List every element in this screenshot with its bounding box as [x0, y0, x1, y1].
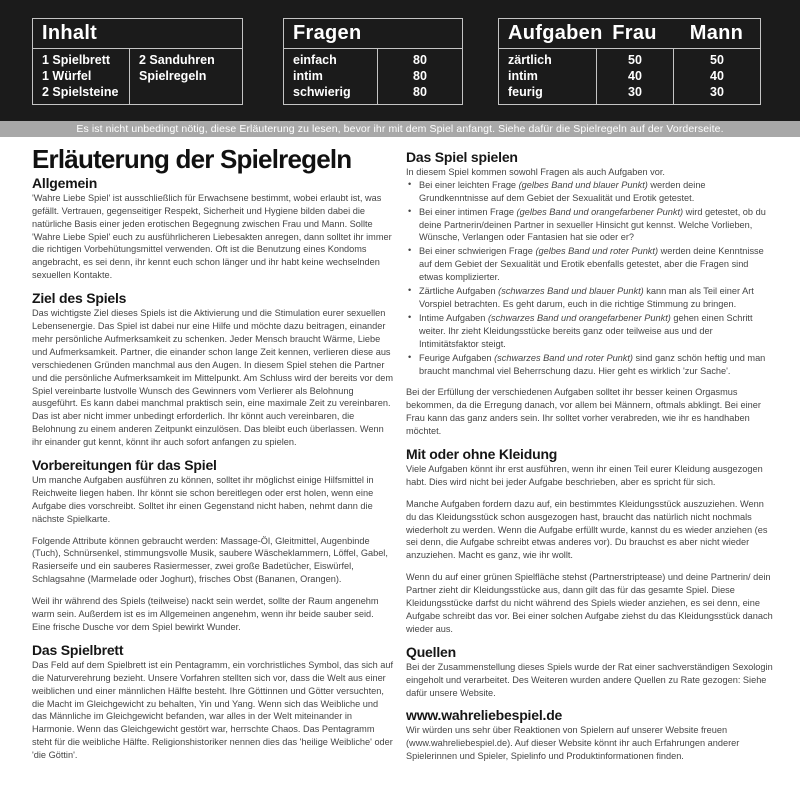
paragraph: Bei der Erfüllung der verschiedenen Aufgaben solltet ihr besser keinen Orgasmus bekommen, da die Erregung danach, vor allem bei Männern, oftmals abklingt. Bei einer Frau kann das ganz anders sein. Ihr solltet vorher verabreden, wie ihr es handhaben möchtet.: [406, 387, 761, 437]
fragen-label: einfach: [293, 53, 337, 67]
paragraph: Das Feld auf dem Spielbrett ist ein Pentagramm, ein vorchristliches Symbol, das sich auf die Naturverehrung bezieht. Unsere Vorfahren stellten sich vor, dass die Welt aus einer weiblichen und einer männlichen Hälfte besteht. Ihre Göttinnen und Götter versuchten, die Macht im Gleichgewicht zu behalten, Yin und Yang. Wenn sich das Weibliche und das Männliche im Gleichgewicht befanden, war alles in der Welt miteinander in Harmonie. Wenn das Gleichgewicht gestört war, herrschte Chaos. Das Pentagramm steht für die weibliche Hälfte. Religionshistoriker nennen dies das 'heilige Weibliche' oder 'die Göttin'.: [32, 659, 394, 761]
bullet-item: [406, 179, 774, 205]
bullet-italic: (gelbes Band und blauer Punkt): [518, 179, 648, 190]
fragen-value: 80: [413, 69, 427, 83]
fragen-label: schwierig: [293, 85, 351, 99]
inhalt-title: Inhalt: [33, 19, 242, 49]
paragraph: Um manche Aufgaben ausführen zu können, solltet ihr möglichst einige Hilfsmittel in Reichweite liegen haben. Ihr könnt sie schon bereitlegen oder erst holen, wenn eine Aufgabe dies vorschreibt. Solltet ihr einen Gegenstand nicht haben, nehmt dann die nächste Spielkarte.: [32, 474, 374, 524]
inhalt-body: [33, 49, 242, 104]
bullet-text: sind ganz schön heftig und man braucht manchmal viel Beherrschung dazu. Hier geht es wirklich 'zur Sache'.: [419, 352, 766, 376]
section-heading-spielbrett: Das Spielbrett: [32, 641, 124, 658]
section-heading-ziel: Ziel des Spiels: [32, 290, 127, 307]
bullet-text: werden deine Grundkenntnisse auf dem Gebiet der Sexualität und Erotik getestet.: [419, 179, 706, 203]
bullet-text: Bei einer intimen Frage: [419, 206, 517, 217]
inhalt-item: 1 Würfel: [42, 69, 92, 83]
fragen-value: 80: [413, 53, 427, 67]
bullet-text: Zärtliche Aufgaben: [419, 286, 499, 297]
bullet-text: wird getestet, ob du deine Partnerin/deinen Partner in sexueller Hinsicht gut kennst. Welche Vorlieben, Wünsche, Verlangen oder Fantasien hat sie oder er?: [419, 206, 766, 243]
aufgaben-col-frau: Frau: [612, 22, 657, 44]
fragen-title: Fragen: [284, 19, 462, 49]
inhalt-item: 2 Spielsteine: [42, 85, 119, 99]
section-heading-vorbereitungen: Vorbereitungen für das Spiel: [32, 457, 217, 474]
paragraph: Folgende Attribute können gebraucht werden: Massage-Öl, Gleitmittel, Augenbinde (Tuch), Schnürsenkel, stimmungsvolle Musik, saubere Wäscheklammern, Löffel, Gabel, Rasierseife und ein sauberes Rasiermesser, zwei große Badetücher, Eiswürfel, Schlagsahne (Marmelade oder Joghurt), frisches Obst (Bananen, Orangen).: [32, 535, 388, 585]
bullet-italic: (schwarzes Band und orangefarbener Punkt): [487, 312, 671, 323]
bullet-italic: (gelbes Band und orangefarbener Punkt): [516, 206, 684, 217]
section-heading-allgemein: Allgemein: [32, 174, 98, 191]
paragraph: 'Wahre Liebe Spiel' ist ausschließlich für Erwachsene bestimmt, wobei erlaubt ist, was gefällt. Vertrauen, gegenseitiger Respekt, Sicherheit und Hygiene bilden dabei die natürliche Basis einer jeden erotischen Begegnung zwischen Frau und Mann. Sollte 'Wahre Liebe Spiel' euch zu ausführlicheren Liebesakten anregen, dann solltet ihr immer die richtigen Vorbehütungsmittel verwenden. Oft ist die Benutzung eines Kondoms angebracht, es sei denn, ihr kennt euch schon länger und ihr habt keine wechselnden sexuellen Kontakte.: [32, 192, 392, 281]
bullet-italic: (schwarzes Band und blauer Punkt): [498, 286, 644, 297]
paragraph: In diesem Spiel kommen sowohl Fragen als auch Aufgaben vor.: [406, 166, 665, 177]
paragraph: Bei der Zusammenstellung dieses Spiels wurde der Rat einer sachverständigen Sexologin eingeholt und verarbeitet. Des Weiteren wurden andere Quellen zu Rate gezogen: Siehe dafür unsere Website.: [406, 661, 773, 698]
aufgaben-label: feurig: [508, 85, 543, 99]
paragraph: Viele Aufgaben könnt ihr erst ausführen, wenn ihr einen Teil eurer Kleidung ausgezogen habt. Dies wird nicht bei jeder Aufgabe beschrieben, aber es spricht für sich.: [406, 463, 763, 487]
fragen-table: [283, 18, 463, 105]
fragen-value: 80: [413, 85, 427, 99]
inhalt-table: [32, 18, 243, 105]
document-body: [0, 137, 800, 763]
bullet-italic: (gelbes Band und roter Punkt): [535, 246, 659, 257]
bullet-text: Intime Aufgaben: [419, 312, 488, 323]
bullet-text: Bei einer leichten Frage: [419, 179, 519, 190]
inhalt-item: 2 Sanduhren: [139, 53, 215, 67]
fragen-labels: [284, 49, 377, 104]
section-heading-kleidung: Mit oder ohne Kleidung: [406, 446, 558, 463]
bullet-item: [406, 285, 774, 311]
fragen-label: intim: [293, 69, 323, 83]
bullet-item: [406, 206, 774, 245]
aufgaben-table: [498, 18, 761, 105]
bullet-italic: (schwarzes Band und roter Punkt): [494, 352, 633, 363]
inhalt-col1: [33, 49, 129, 104]
section-heading-website: www.wahreliebespiel.de: [406, 707, 563, 724]
aufgaben-body: [499, 49, 760, 104]
rule-bullet-list: [406, 179, 774, 378]
aufgaben-value: 30: [710, 85, 724, 99]
aufgaben-value: 40: [628, 69, 642, 83]
paragraph: Das wichtigste Ziel dieses Spiels ist die Aktivierung und die Stimulation eurer sexuellen Lebensenergie. Das Spiel ist dabei nur eine Hilfe und möchte dazu beitragen, einander mehr persönliche Aufmerksamkeit zu schenken. Jeder Mensch braucht Wärme, Liebe und Aufmerksamkeit. Partner, die einander schon lange Zeit kennen, verlieren diese aus verschiedenen Gründen manchmal aus den Augen. In diesem Spiel stehen die Partner und die persönliche Aufmerksamkeit im Mittelpunkt. Am Schluss wird der bereits vor dem Spiel vereinbarte lustvolle Wunsch des Gewinners vom Verlierer als Belohnung ausgeführt. Es kann dabei manchmal praktisch sein, eine maximale Zeit zu vereinbaren. Das ist aber nicht immer unbedingt erforderlich. Ihr könnt auch vereinbaren, die Belohnung zu einem anderen Zeitpunkt einzulösen. Das bleibt euch überlassen. Wenn ihr einander gut kennt, könnt ihr auch sofort anfangen zu spielen.: [32, 308, 394, 448]
aufgaben-value: 40: [710, 69, 724, 83]
page-title: Erläuterung der Spielregeln: [32, 144, 352, 174]
section-heading-quellen: Quellen: [406, 643, 456, 660]
aufgaben-frau-values: [596, 49, 673, 104]
aufgaben-value: 50: [628, 53, 642, 67]
notice-bar: Es ist nicht unbedingt nötig, diese Erläuterung zu lesen, bevor ihr mit dem Spiel anfangt. Siehe dafür die Spielregeln auf der Vorderseite.: [0, 121, 800, 137]
bullet-text: Bei einer schwierigen Frage: [419, 246, 536, 257]
bullet-item: [406, 352, 774, 378]
right-column: [406, 151, 774, 763]
paragraph: Weil ihr während des Spiels (teilweise) nackt sein werdet, sollte der Raum angenehm warm sein. Außerdem ist es im Allgemeinen angenehm, wenn ihr beide sauber seid. Eine frische Dusche vor dem Spiel bewirkt Wunder.: [32, 596, 379, 632]
aufgaben-label: zärtlich: [508, 53, 552, 67]
aufgaben-mann-values: [673, 49, 760, 104]
paragraph: Wir würden uns sehr über Reaktionen von Spielern auf unserer Website freuen (www.wahreliebespiel.de). Auf dieser Website könnt ihr auch Erfahrungen anderer Spielerinnen und Spieler, Spielinfo und Produktinformationen finden.: [406, 725, 740, 762]
aufgaben-value: 30: [628, 85, 642, 99]
inhalt-item: Spielregeln: [139, 69, 207, 83]
aufgaben-value: 50: [710, 53, 724, 67]
fragen-values: [377, 49, 462, 104]
left-column: [32, 144, 394, 763]
bullet-text: kann man als Teil einer Art Vorspiel betrachten. Es geht darum, euch in die richtige Stimmung zu bringen.: [419, 286, 754, 309]
bullet-item: [406, 245, 774, 284]
aufgaben-col-mann: Mann: [689, 22, 744, 44]
aufgaben-title: Aufgaben: [508, 22, 603, 44]
paragraph: Manche Aufgaben fordern dazu auf, ein bestimmtes Kleidungsstück auszuziehen. Wenn du das Kleidungsstück schon ausgezogen hast, braucht das natürlich nicht nochmals wiederholt zu werden. Wenn die Aufgabe erfüllt wurde, kannst du es wieder anziehen (es sei denn, die Aufgabe schreibt etwas anderes vor). Du brauchst es aber nicht wieder anzuziehen. Macht es ganz, wie ihr wollt.: [406, 498, 768, 561]
inhalt-col2: [129, 49, 242, 104]
fragen-body: [284, 49, 462, 104]
bullet-text: Feurige Aufgaben: [419, 352, 495, 363]
bullet-item: [406, 312, 774, 351]
inhalt-item: 1 Spielbrett: [42, 53, 111, 67]
bullet-text: werden deine Kenntnisse auf dem Gebiet der Sexualität und Erotik ebenfalls getestet, aber die Fragen sind etwas komplizierter.: [419, 246, 764, 283]
bullet-text: gehen einen Schritt weiter. Ihr zieht Kleidungsstücke bereits ganz oder teilweise aus und der Intimitätsfaktor steigt.: [419, 312, 753, 349]
header-bar: [0, 0, 800, 121]
paragraph: Wenn du auf einer grünen Spielfläche stehst (Partnerstriptease) und deine Partnerin/ dein Partner zieht dir Kleidungsstücke aus, dann gilt das für das gesamte Spiel. Diese Kleidungsstücke darfst du nicht während des Spiels wieder anziehen, es sei denn, eine Aufgabe schreibt das vor. Bei einer solchen Aufgabe ziehst du das Kleidungsstück danach wieder aus.: [406, 572, 773, 634]
section-heading-spielen: Das Spiel spielen: [406, 149, 518, 165]
aufgaben-label: intim: [508, 69, 538, 83]
aufgaben-header-row: [499, 19, 760, 49]
aufgaben-labels: [499, 49, 596, 104]
